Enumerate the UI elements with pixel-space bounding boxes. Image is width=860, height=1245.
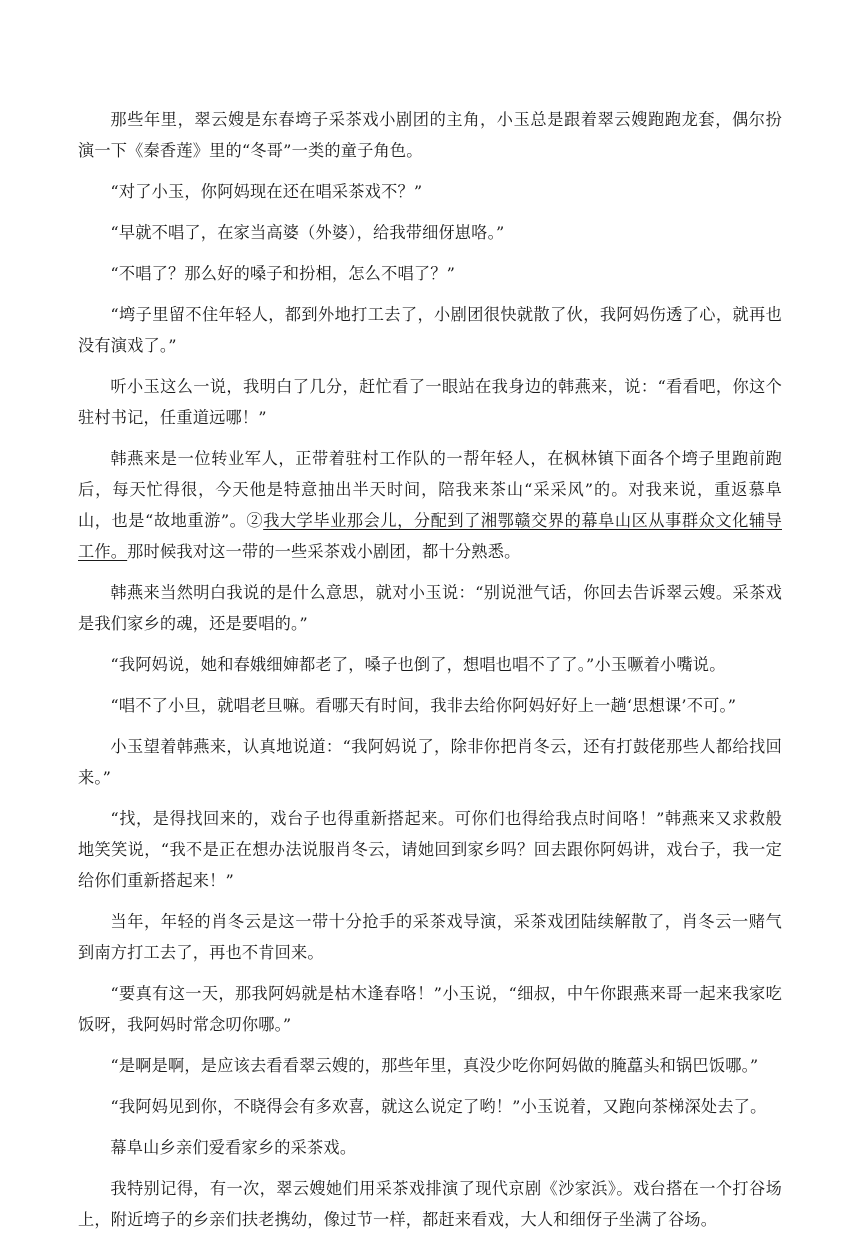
underlined-sentence-2: 我大学毕业那会儿，分配到了湘鄂赣交界的幕阜山区从事群众文化辅导工作。 (78, 511, 782, 561)
paragraph-10: “唱不了小旦，就唱老旦嘛。看哪天有时间，我非去给你阿妈好好上一趟‘思想课’不可。” (110, 696, 737, 715)
paragraph-14: “要真有这一天，那我阿妈就是枯木逢春咯！”小玉说，“细叔，中午你跟燕来哥一起来我家吃饭呀，我阿妈时常念叨你哪。” (78, 984, 782, 1034)
paragraph-16: “我阿妈见到你，不晓得会有多欢喜，就这么说定了哟！”小玉说着，又跑向茶梯深处去了。 (110, 1097, 767, 1116)
paragraph-5: “塆子里留不住年轻人，都到外地打工去了，小剧团很快就散了伙，我阿妈伤透了心，就再也没有演戏了。” (78, 305, 782, 355)
paragraph-2: “对了小玉，你阿妈现在还在唱采茶戏不？” (110, 182, 423, 201)
paragraph-7-intro: 韩燕来是一位转业军人，正带着驻村工作队的一帮年轻人，在枫林镇下面各个塆子里跑前跑后，每天忙得很，今天他是特意抽出半天时间，陪我来茶山“采采风”的。对我来说，重返慕阜山，也是“故地重游”。② (78, 449, 782, 530)
paragraph-4: “不唱了？那么好的嗓子和扮相，怎么不唱了？” (110, 264, 456, 283)
paragraph-8: 韩燕来当然明白我说的是什么意思，就对小玉说：“别说泄气话，你回去告诉翠云嫂。采茶戏是我们家乡的魂，还是要唱的。” (78, 583, 782, 633)
paragraph-9: “我阿妈说，她和春娥细婶都老了，嗓子也倒了，想唱也唱不了了。”小玉噘着小嘴说。 (110, 655, 726, 674)
paragraph-11: 小玉望着韩燕来，认真地说道：“我阿妈说了，除非你把肖冬云，还有打鼓佬那些人都给找回来。” (78, 737, 782, 787)
paragraph-13: 当年，年轻的肖冬云是这一带十分抢手的采茶戏导演，采茶戏团陆续解散了，肖冬云一赌气到南方打工去了，再也不肯回来。 (78, 912, 782, 962)
paragraph-12: “找，是得找回来的，戏台子也得重新搭起来。可你们也得给我点时间咯！”韩燕来又求救般地笑笑说，“我不是正在想办法说服肖冬云，请她回到家乡吗？回去跟你阿妈讲，戏台子，我一定给你们重新搭起来！” (78, 809, 782, 890)
paragraph-6: 听小玉这么一说，我明白了几分，赶忙看了一眼站在我身边的韩燕来，说：“看看吧，你这个驻村书记，任重道远哪！” (78, 377, 782, 427)
paragraph-1: 那些年里，翠云嫂是东春塆子采茶戏小剧团的主角，小玉总是跟着翠云嫂跑跑龙套，偶尔扮演一下《秦香莲》里的“冬哥”一类的童子角色。 (78, 110, 782, 160)
paragraph-15: “是啊是啊，是应该去看看翠云嫂的，那些年里，真没少吃你阿妈做的腌藠头和锅巴饭哪。” (110, 1056, 759, 1075)
paragraph-17: 幕阜山乡亲们爱看家乡的采茶戏。 (110, 1138, 357, 1157)
paragraph-3: “早就不唱了，在家当高婆（外婆），给我带细伢崽咯。” (110, 223, 505, 242)
document-body (78, 104, 782, 1245)
paragraph-18: 我特别记得，有一次，翠云嫂她们用采茶戏排演了现代京剧《沙家浜》。戏台搭在一个打谷场上，附近塆子的乡亲们扶老携幼，像过节一样，都赶来看戏，大人和细伢子坐满了谷场。 (78, 1179, 782, 1229)
paragraph-7 (78, 443, 782, 567)
paragraph-7-outro: 那时候我对这一带的一些采茶戏小剧团，都十分熟悉。 (127, 542, 521, 561)
